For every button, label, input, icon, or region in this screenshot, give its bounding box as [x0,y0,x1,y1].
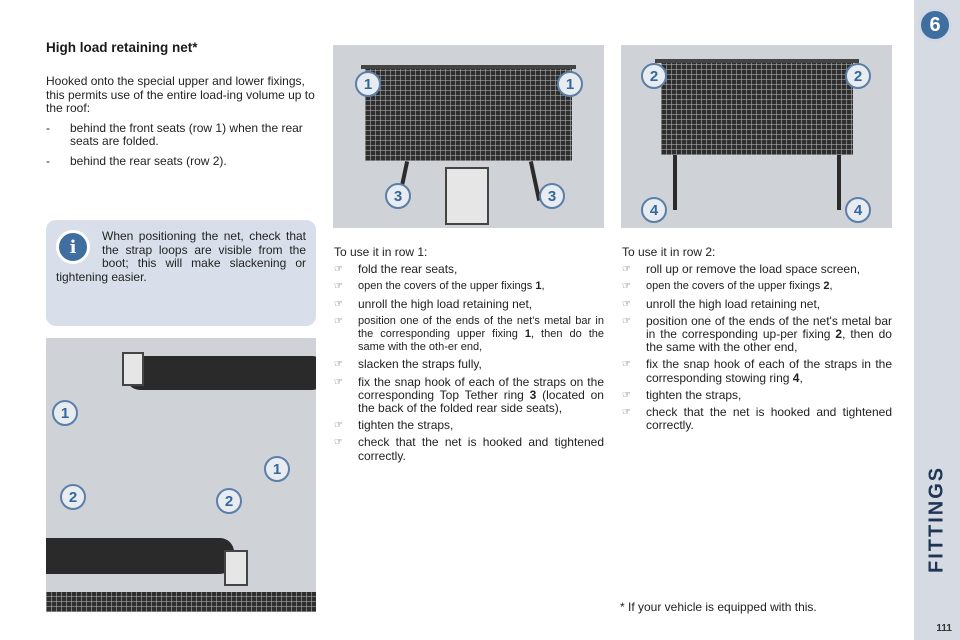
row2-lead: To use it in row 2: [622,245,716,259]
row1-step: ☞ position one of the ends of the net's metal bar in the corresponding upper fixing 1, then do the same with the oth-er end, [334,314,604,354]
net-roll-lower [46,538,234,574]
marker-badge: 3 [539,183,565,209]
marker-badge: 3 [385,183,411,209]
lower-fixing [224,550,248,586]
marker-badge: 1 [355,71,381,97]
row1-step: ☞ fix the snap hook of each of the straps on the corresponding Top Tether ring 3 (located on the back of the folded rear side seats), [334,374,604,416]
marker-badge: 2 [216,488,242,514]
marker-badge: 2 [60,484,86,510]
row1-step: ☞ tighten the straps, [334,418,454,433]
row1-instructions [334,246,604,467]
row2-step: ☞ tighten the straps, [622,387,742,402]
info-text: When positioning the net, check that the strap loops are visible from the boot; this will make slackening or tightening easier. [56,229,306,284]
net-strap [673,155,677,210]
row2-illustration [621,45,892,228]
chapter-number-badge: 6 [918,8,952,42]
net-mesh [365,69,572,161]
intro-item: - behind the front seats (row 1) when the rear seats are folded. [46,120,303,148]
row2-step: ☞ unroll the high load retaining net, [622,296,821,311]
marker-badge: 1 [557,71,583,97]
row2-step: ☞ position one of the ends of the net's metal bar in the corresponding up-per fixing 2, then do the same with the other end, [622,313,892,355]
marker-badge: 2 [845,63,871,89]
row1-step: ☞ open the covers of the upper fixings 1, [334,280,545,293]
upper-fixing [122,352,144,386]
net-strap [837,155,841,210]
row1-step: ☞ slacken the straps fully, [334,357,482,372]
fixings-detail-illustration [46,338,316,612]
page-number: 111 [936,623,952,634]
marker-badge: 1 [52,400,78,426]
marker-badge: 4 [641,197,667,223]
info-box [46,220,316,326]
top-tether-detail [445,167,489,225]
row1-lead: To use it in row 1: [334,245,428,259]
net-roll-upper [126,356,316,390]
intro-paragraph: Hooked onto the special upper and lower fixings, this permits use of the entire load-ing volume up to the roof: [46,74,315,115]
chapter-label: FITTINGS [925,465,948,573]
row2-step: ☞ check that the net is hooked and tightened correctly. [622,405,892,433]
row1-step: ☞ check that the net is hooked and tightened correctly. [334,435,604,463]
marker-badge: 4 [845,197,871,223]
row2-step: ☞ open the covers of the upper fixings 2, [622,280,833,293]
row1-step: ☞ fold the rear seats, [334,262,458,277]
intro-text [46,75,318,174]
row2-step: ☞ roll up or remove the load space screen, [622,262,861,277]
marker-badge: 2 [641,63,667,89]
row2-instructions [622,246,892,436]
row1-illustration [333,45,604,228]
net-mesh [661,63,853,155]
intro-item: - behind the rear seats (row 2). [46,153,227,168]
net-mesh [46,592,316,612]
info-icon: i [56,230,90,264]
row1-step: ☞ unroll the high load retaining net, [334,296,533,311]
row2-step: ☞ fix the snap hook of each of the straps in the corresponding stowing ring 4, [622,357,892,385]
footnote: * If your vehicle is equipped with this. [620,600,817,614]
chapter-tab [914,0,960,640]
section-title: High load retaining net* [46,40,198,55]
marker-badge: 1 [264,456,290,482]
